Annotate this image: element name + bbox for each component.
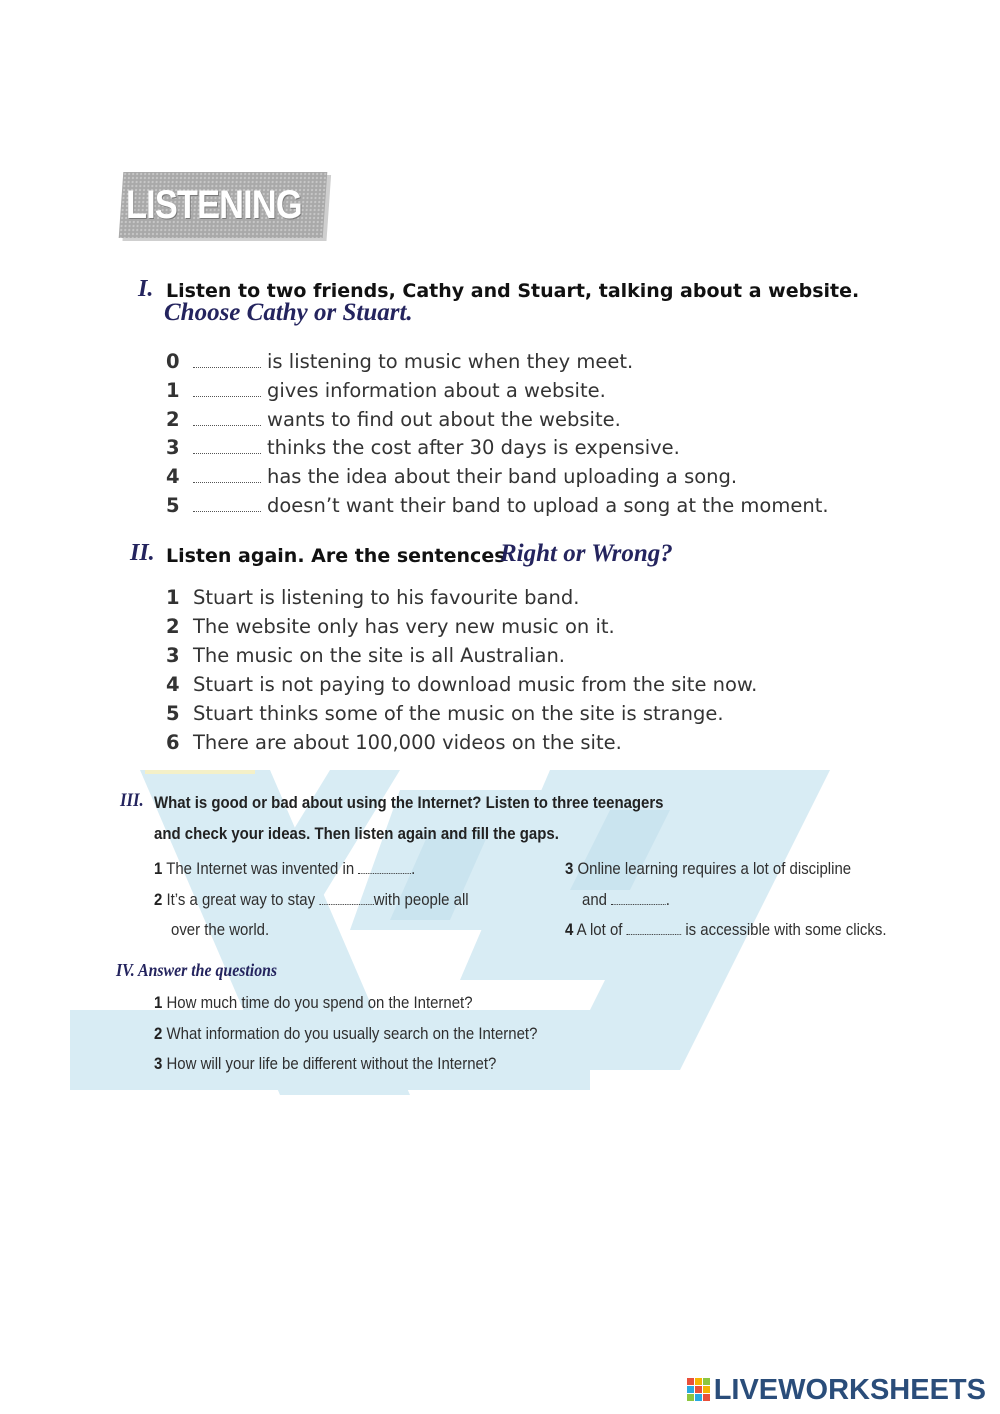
section3-numeral: III. [120,790,144,811]
section3-item [565,859,851,879]
item-text: The Internet was invented in [166,859,355,878]
answer-blank[interactable] [611,890,666,905]
section3-item-continuation: over the world. [171,920,270,939]
item-text: is accessible with some clicks. [685,920,887,939]
section4-item [154,1024,537,1044]
item-text: It’s a great way to stay [166,890,316,909]
section4-heading: IV. Answer the questions [116,960,278,980]
item-number: 2 [166,408,180,431]
item-text: How much time do you spend on the Internet? [166,993,473,1012]
section2-item [166,586,579,609]
section2-item [166,644,565,667]
item-text: Stuart is not paying to download music from the site now. [193,673,758,696]
item-number: 3 [565,859,574,878]
item-number: 3 [166,436,180,459]
item-number: 0 [166,350,180,373]
answer-blank[interactable] [193,411,261,426]
answer-blank[interactable] [193,353,261,368]
answer-blank[interactable] [358,859,411,874]
section2-numeral: II. [130,540,155,566]
section1-item [166,494,829,517]
item-text: Stuart thinks some of the music on the site is strange. [193,702,724,725]
page-title: LISTENING [126,183,302,227]
item-number: 2 [166,615,180,638]
item-number: 1 [166,379,180,402]
item-text: What information do you usually search on the Internet? [166,1024,538,1043]
section4-item [154,993,473,1013]
section2-item [166,615,615,638]
section1-item [166,379,606,402]
item-number: 1 [154,993,163,1012]
section2-heading-emphasis: Right or Wrong? [500,540,673,567]
answer-blank[interactable] [627,920,682,935]
item-text: is listening to music when they meet. [267,350,634,373]
item-number: 2 [154,1024,163,1043]
item-text: A lot of [576,920,623,939]
section1-item [166,436,680,459]
section2-heading: Listen again. Are the sentences [166,545,506,567]
section3-heading-line2: and check your ideas. Then listen again and fill the gaps. [154,824,559,843]
liveworksheets-logo[interactable] [687,1372,986,1408]
item-number: 5 [166,702,180,725]
item-text: thinks the cost after 30 days is expensive. [267,436,680,459]
section2-item [166,673,757,696]
section4-item [154,1054,496,1074]
section3-item [565,920,887,940]
item-text: There are about 100,000 videos on the site. [193,731,622,754]
item-number: 6 [166,731,180,754]
item-text: and [582,890,607,909]
section3-item-continuation [582,890,670,910]
item-number: 1 [166,586,180,609]
answer-blank[interactable] [193,439,261,454]
item-text: gives information about a website. [267,379,606,402]
section1-numeral: I. [138,276,154,302]
section3-item [154,859,415,879]
answer-blank[interactable] [319,890,374,905]
answer-blank[interactable] [193,382,261,397]
item-number: 4 [166,465,180,488]
item-number: 4 [166,673,180,696]
section1-heading: Listen to two friends, Cathy and Stuart, talking about a website. [166,280,860,302]
item-number: 1 [154,859,163,878]
item-text: How will your life be different without the Internet? [166,1054,497,1073]
section2-item [166,702,724,725]
section2-item [166,731,622,754]
item-text: with people all [373,890,469,909]
answer-blank[interactable] [193,468,261,483]
section1-item [166,465,737,488]
logo-text: LIVEWORKSHEETS [713,1373,986,1406]
item-number: 2 [154,890,163,909]
item-number: 3 [166,644,180,667]
item-text: has the idea about their band uploading a song. [267,465,738,488]
item-text: The website only has very new music on it. [193,615,615,638]
liveworksheets-logo-icon [687,1378,711,1402]
scanned-exercise-area [70,770,920,1095]
item-number: 4 [565,920,574,939]
section1-item [166,350,633,373]
answer-blank[interactable] [193,497,261,512]
item-text: Online learning requires a lot of discipline [577,859,852,878]
section3-heading-line1: What is good or bad about using the Internet? Listen to three teenagers [154,793,664,812]
section1-item [166,408,621,431]
item-text: The music on the site is all Australian. [193,644,565,667]
item-number: 3 [154,1054,163,1073]
item-text: . [665,890,670,909]
item-text: doesn’t want their band to upload a song at the moment. [267,494,829,517]
item-text: . [411,859,416,878]
section3-item [154,890,469,910]
item-text: wants to find out about the website. [267,408,621,431]
item-number: 5 [166,494,180,517]
item-text: Stuart is listening to his favourite band. [193,586,580,609]
section1-subheading: Choose Cathy or Stuart. [164,299,413,326]
